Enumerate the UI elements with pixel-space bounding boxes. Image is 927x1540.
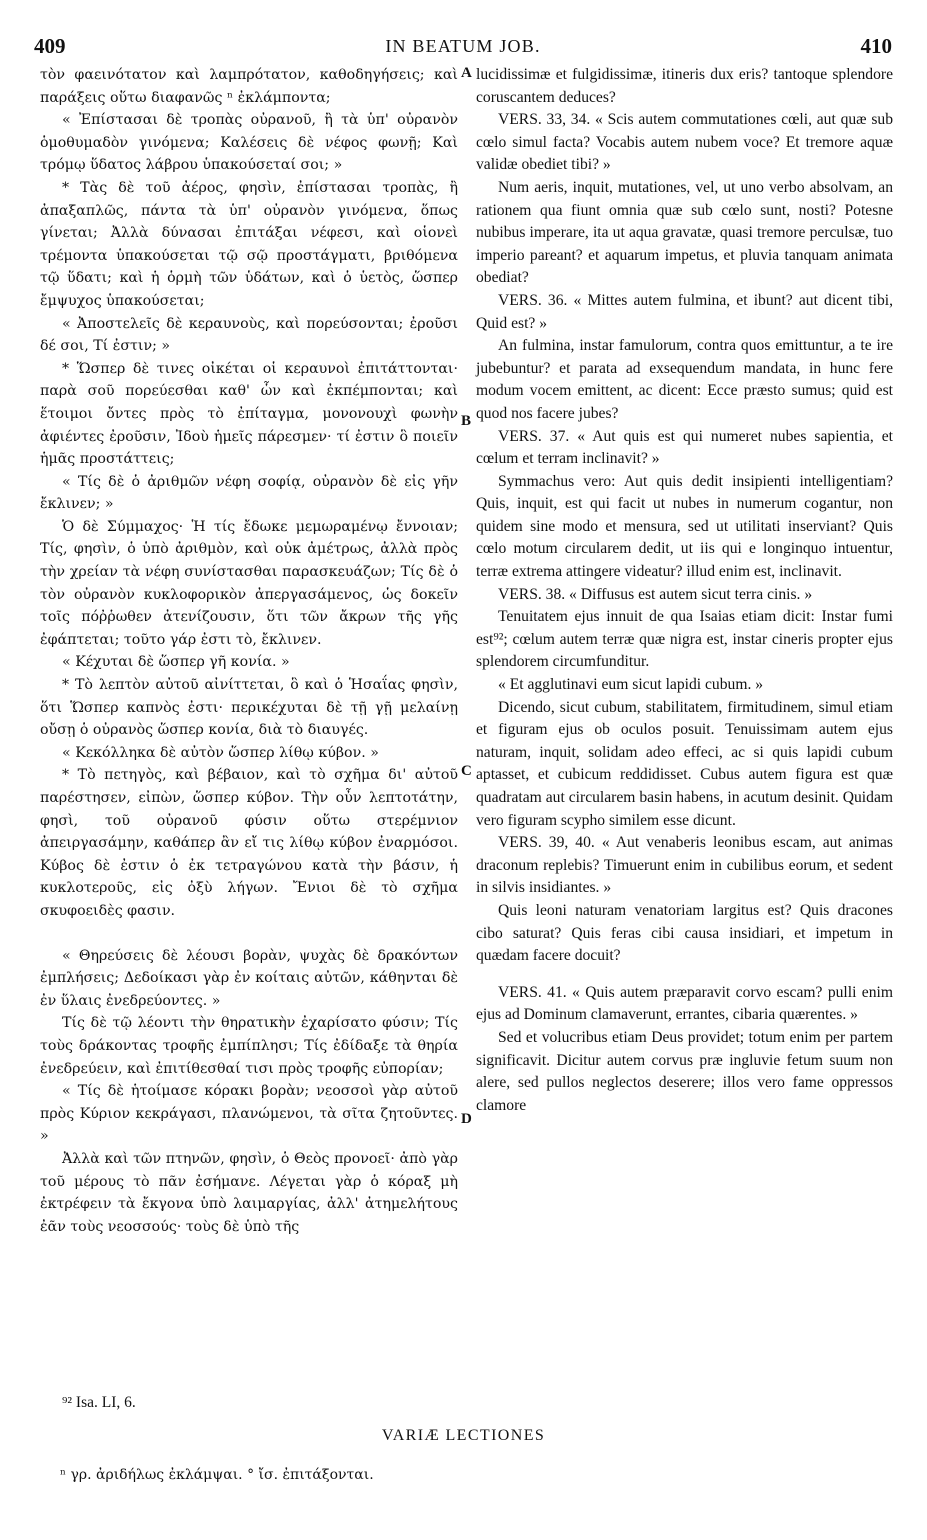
latin-column — [476, 64, 893, 1117]
greek-paragraph: « Ἐπίστασαι δὲ τροπὰς οὐρανοῦ, ἢ τὰ ὑπ' οὐρανὸν ὁμοθυμαδὸν γινόμενα; Καλέσεις δὲ νέφος φωνῇ; Καὶ τρόμῳ ὕδατος λάβρου ὑπακούσεταί σοι; » — [40, 112, 458, 174]
greek-paragraph: τὸν φαεινότατον καὶ λαμπρότατον, καθοδηγήσεις; καὶ παράξεις οὕτω διαφανῶς ⁿ ἐκλάμποντα; — [40, 67, 458, 106]
greek-paragraph: « Θηρεύσεις δὲ λέουσι βορὰν, ψυχὰς δὲ δρακόντων ἐμπλήσεις; Δεδοίκασι γὰρ ἐν κοίταις αὐτῶν, κάθηνται δὲ ἐν ὕλαις ἐνεδρεύοντες. » — [40, 947, 458, 1009]
greek-paragraph: « Τίς δὲ ἡτοίμασε κόρακι βορὰν; νεοσσοὶ γὰρ αὐτοῦ πρὸς Κύριον κεκράγασι, πλανώμενοι, τὰ σῖτα ζητοῦντες. » — [40, 1083, 458, 1145]
variae-lectiones-heading: VARIÆ LECTIONES — [381, 1427, 546, 1444]
latin-paragraph: Sed et volucribus etiam Deus providet; totum enim per partem significavit. Dicitur autem corvus præ ingluvie fetum suum non alere, sed pullos neglectos deserere; illos vero fame oppressos clamore — [476, 1028, 893, 1114]
running-title: IN BEATUM JOB. — [385, 36, 541, 56]
latin-verse: VERS. 41. « Quis autem præparavit corvo escam? pulli enim ejus ad Dominum clamaverunt, errantes, cibaria quærentes. » — [476, 983, 893, 1024]
latin-verse: VERS. 37. « Aut quis est qui numeret nubes sapientia, et cœlum et terram inclinavit? » — [476, 427, 893, 468]
margin-letter-a: A — [461, 65, 472, 81]
greek-paragraph: « Κέχυται δὲ ὥσπερ γῆ κονία. » — [62, 654, 290, 671]
variant-readings: ⁿ γρ. ἀριδήλως ἐκλάμψαι. ° ἴσ. ἐπιτάξονται. — [60, 1467, 374, 1483]
greek-paragraph: « Κεκόλληκα δὲ αὐτὸν ὥσπερ λίθῳ κύβον. » — [62, 744, 379, 761]
latin-verse: VERS. 39, 40. « Aut venaberis leonibus escam, aut animas draconum replebis? Timuerunt enim in cubilibus eorum, et sedent in silvis insidiantes. » — [476, 834, 893, 897]
greek-paragraph: * Τὸ λεπτὸν αὐτοῦ αἰνίττεται, ὃ καὶ ὁ Ἡσαΐας φησὶν, ὅτι Ὥσπερ καπνὸς ἐστι· περικέχυται δὲ τῇ γῇ μελαίνῃ οὔσῃ ὁ οὐρανὸς ὥσπερ κονία, διὰ τὸ διαυγές. — [40, 677, 458, 739]
latin-paragraph: Symmachus vero: Aut quis dedit insipienti intelligentiam? Quis, inquit, est qui facit ut nubes in numerum cogantur, non quidem sine modo et mensura, sed ut utilitati inserviant? Quis cœlo motum circularem dedit, ut iis qui e longinquo intuentur, terræ extrema attingere videatur? illud enim est, inclinavit. — [476, 472, 893, 581]
margin-letter-c: C — [461, 763, 472, 779]
latin-paragraph: Tenuitatem ejus innuit de qua Isaias etiam dicit: Instar fumi est⁹²; cœlum autem terræ quæ nigra est, instar cineris propter ejus splendorem circumfunditur. — [476, 608, 893, 671]
latin-verse: VERS. 36. « Mittes autem fulmina, et ibunt? aut dicent tibi, Quid est? » — [476, 291, 893, 332]
latin-verse: VERS. 33, 34. « Scis autem commutationes cœli, aut quæ sub cœlo simul facta? Vocabis autem nubem voce? Et tremore aquæ validæ obediet tibi? » — [476, 111, 893, 174]
latin-paragraph: An fulmina, instar famulorum, contra quos emittuntur, a te ire jubebuntur? et parata ad exsequendum mandata, in hunc fere modum vocem emittent, ac dicent: Ecce præsto sumus; quid est quod nos facere jubes? — [476, 337, 893, 422]
greek-paragraph: * Τὸ πετηγὸς, καὶ βέβαιον, καὶ τὸ σχῆμα δι' αὐτοῦ παρέστησεν, εἰπὼν, ὥσπερ κύβον. Τὴν οὖν λεπτοτάτην, φησὶ, τοῦ οὐρανοῦ φύσιν οὕτω στερέμνιον ἀπειργασάμην, καθάπερ ἂν εἴ τις λίθῳ κύβον ἐναρμόσοι. Κύβος δὲ ἐστιν ὁ ἐκ τετραγώνου κατὰ τὴν βάσιν, ἡ κυκλοτεροῦς, εἰς ὀξὺ λήγων. Ἔνιοι δὲ τὸ σχῆμα σκυφοειδὲς φασιν. — [40, 767, 458, 919]
running-header — [34, 34, 892, 64]
page-number-left: 409 — [34, 34, 66, 58]
latin-paragraph: Quis leoni naturam venatoriam largitus est? Quis dracones cibo saturat? Quis feras cibi causa insidiari, et impetum in quædam facere docuit? — [476, 901, 893, 965]
greek-paragraph: * Τὰς δὲ τοῦ ἀέρος, φησὶν, ἐπίστασαι τροπὰς, ἢ ἀπαξαπλῶς, πάντα τὰ ὑπ' οὐρανὸν γινόμενα, ὅπως γίνεται; Ἀλλὰ δύνασαι ἐπιτάξαι νέφεσι, καὶ οἱονεὶ τρέμοντα ὑπακούσεται τῷ σῷ προστάγματι, βριθόμενα τῷ ὕδατι; καὶ ἡ ὁρμὴ τῶν ὑδάτων, καὶ ὁ ὑετὸς, ὥσπερ ἔμψυχος ὑπακούσεται; — [40, 179, 458, 309]
latin-verse: VERS. 38. « Diffusus est autem sicut terra cinis. » — [498, 585, 813, 603]
greek-paragraph: Τίς δὲ τῷ λέοντι τὴν θηρατικὴν ἐχαρίσατο φύσιν; Τίς τοὺς δράκοντας τροφῆς ἐμπίπλησι; Τίς ἐδίδαξε τὰ θηρία ἐνεδρεύειν, καὶ ἐπιτίθεσθαί τισι πρὸς τροφῆς εὐπορίαν; — [40, 1015, 458, 1077]
margin-letter-d: D — [461, 1111, 472, 1127]
footnote: ⁹² Isa. LI, 6. — [62, 1394, 136, 1411]
greek-paragraph: Ὁ δὲ Σύμμαχος· Ἡ τίς ἔδωκε μεμωραμένῳ ἔννοιαν; Τίς, φησὶν, ὁ ὑπὸ ἀριθμὸν, καὶ οὐκ ἀμέτρως, ἀλλὰ πρὸς τὴν χρείαν τὰ νέφη συνίστασθαι παρασκευάζων; Τίς δὲ ὁ τὸν οὐρανὸν κυκλοφορικὸν ἀπεργασάμενος, ὡς δοκεῖν τοῖς πόῤῥωθεν ἀτενίζουσιν, ὅτι τῶν ἄκρων τῆς γῆς ἐφάπτεται; τοῦτο γάρ ἐστι τὸ, ἔκλινεν. — [40, 518, 458, 648]
greek-paragraph: Ἀλλὰ καὶ τῶν πτηνῶν, φησὶν, ὁ Θεὸς προνοεῖ· ἀπὸ γὰρ τοῦ μέρους τὸ πᾶν ἐσήμανε. Λέγεται γὰρ ὁ κόραξ μὴ ἐκτρέφειν τὰ ἔκγονα ὑπὸ λαιμαργίας, ἀλλ' ἀτημελήτους ἐᾶν τοὺς νεοσσούς· τοὺς δὲ ὑπὸ τῆς — [40, 1150, 458, 1235]
greek-paragraph: * Ὥσπερ δὲ τινες οἰκέται οἱ κεραυνοὶ ἐπιτάττονται· παρὰ σοῦ πορεύεσθαι καθ' ὧν καὶ ἐκπέμπονται; καὶ ἕτοιμοι ὄντες πρὸς τὸ ἐπίταγμα, μονονουχὶ φωνὴν ἀφιέντες ἐροῦσιν, Ἰδοὺ ἡμεῖς πάρεσμεν· τί ἐστιν ὃ ποιεῖν ἡμᾶς προστάττεις; — [40, 360, 458, 468]
latin-verse: « Et agglutinavi eum sicut lapidi cubum. » — [498, 676, 764, 694]
page-number-right: 410 — [860, 34, 892, 58]
margin-letter-b: B — [461, 413, 472, 429]
greek-paragraph: « Ἀποστελεῖς δὲ κεραυνοὺς, καὶ πορεύσονται; ἐροῦσι δέ σοι, Τί ἐστιν; » — [40, 315, 458, 355]
latin-paragraph: Dicendo, sicut cubum, stabilitatem, firmitudinem, simul etiam et figuram ejus ob oculos posuit. Tenuissimam autem ejus naturam, inquit, solidam adeo effeci, ac si quis lapidi cubum aptasset, et cubicum reddidisset. Cubus autem figura est quæ quadratam aut circularem basin habens, in acutum desinit. Quidam vero figuram scypho similem esse dicunt. — [476, 698, 893, 829]
latin-paragraph: Num aeris, inquit, mutationes, vel, ut uno verbo absolvam, an rationem qua fiunt omnia quæ sub cœlo sunt, nosti? Potesne nubibus imperare, ita ut aqua gravatæ, quasi tremore perculsæ, tuo imperio pareant? et aquarum impetus, et pluvia tanquam animata obediat? — [476, 178, 893, 287]
latin-paragraph: lucidissimæ et fulgidissimæ, itineris dux eris? tantoque splendore coruscantem deduces? — [476, 66, 893, 106]
greek-paragraph: « Τίς δὲ ὁ ἀριθμῶν νέφη σοφίᾳ, οὐρανὸν δὲ εἰς γῆν ἔκλινεν; » — [40, 473, 458, 513]
greek-column — [40, 64, 458, 1238]
